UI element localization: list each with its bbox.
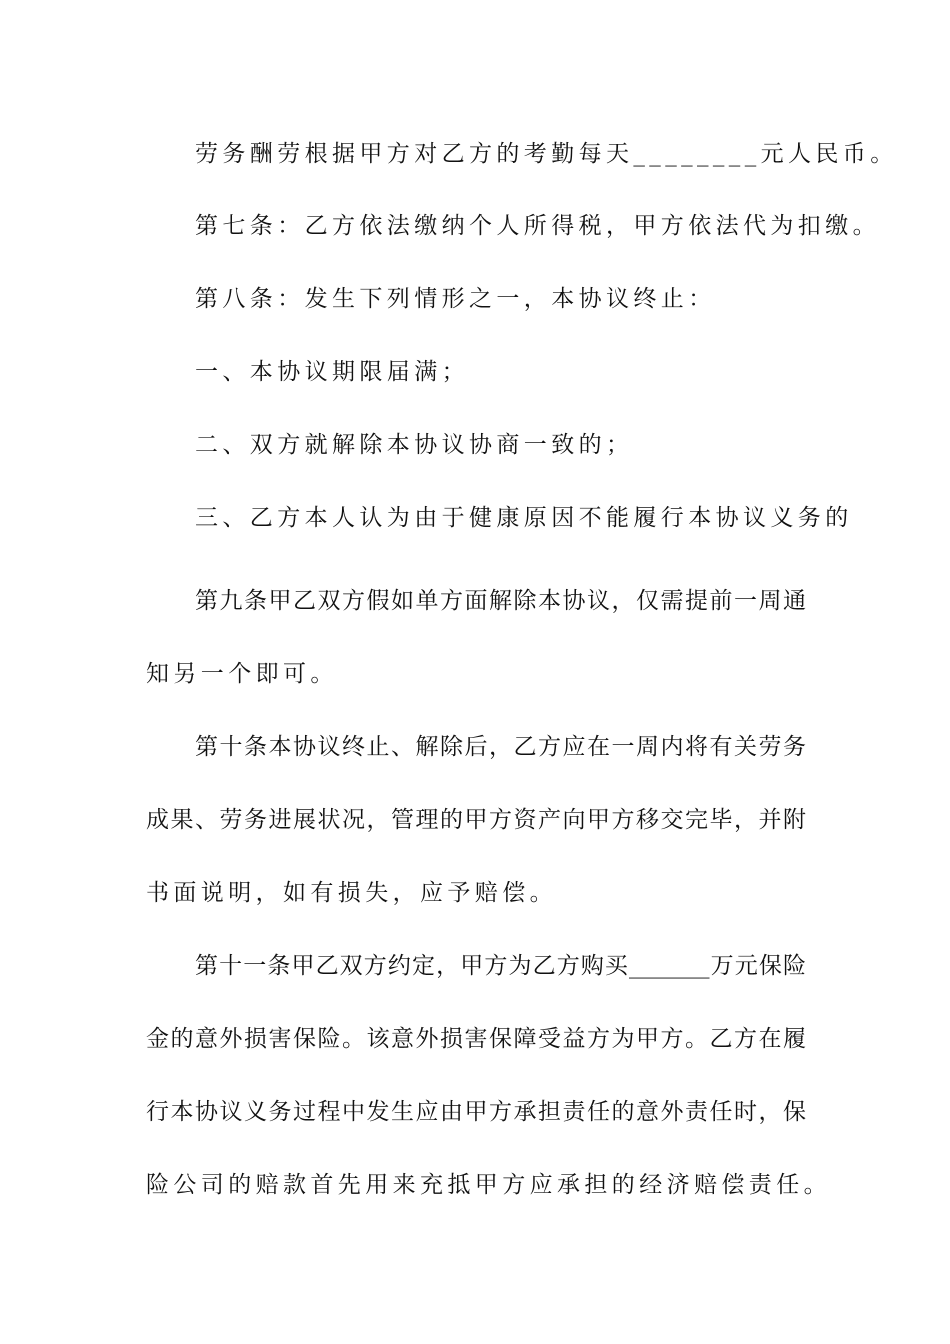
- paragraph-line-article-10-b: 成果、劳务进展状况，管理的甲方资产向甲方移交完毕，并附: [146, 807, 806, 833]
- paragraph-line-article-7: 第七条：乙方依法缴纳个人所得税，甲方依法代为扣缴。: [195, 213, 880, 239]
- paragraph-line-article-9-b: 知另一个即可。: [146, 661, 338, 687]
- paragraph-line-article-11-d: 险公司的赔款首先用来充抵甲方应承担的经济赔偿责任。: [146, 1172, 831, 1198]
- list-item-2: 二、双方就解除本协议协商一致的；: [195, 432, 634, 458]
- paragraph-line-article-10-a: 第十条本协议终止、解除后，乙方应在一周内将有关劳务: [195, 734, 806, 760]
- paragraph-line-article-11-a: 第十一条甲乙双方约定，甲方为乙方购买_______万元保险: [195, 953, 806, 979]
- paragraph-line-article-9-a: 第九条甲乙双方假如单方面解除本协议，仅需提前一周通: [195, 588, 806, 614]
- paragraph-line-article-8: 第八条：发生下列情形之一，本协议终止：: [195, 286, 716, 312]
- paragraph-line-article-11-b: 金的意外损害保险。该意外损害保障受益方为甲方。乙方在履: [146, 1026, 806, 1052]
- paragraph-line-article-10-c: 书面说明，如有损失，应予赔偿。: [146, 880, 557, 906]
- list-item-3: 三、乙方本人认为由于健康原因不能履行本协议义务的: [195, 505, 853, 531]
- paragraph-line-article-11-c: 行本协议义务过程中发生应由甲方承担责任的意外责任时，保: [146, 1099, 806, 1125]
- list-item-1: 一、本协议期限届满；: [195, 359, 469, 385]
- paragraph-line-remuneration: 劳务酬劳根据甲方对乙方的考勤每天________元人民币。: [195, 141, 898, 167]
